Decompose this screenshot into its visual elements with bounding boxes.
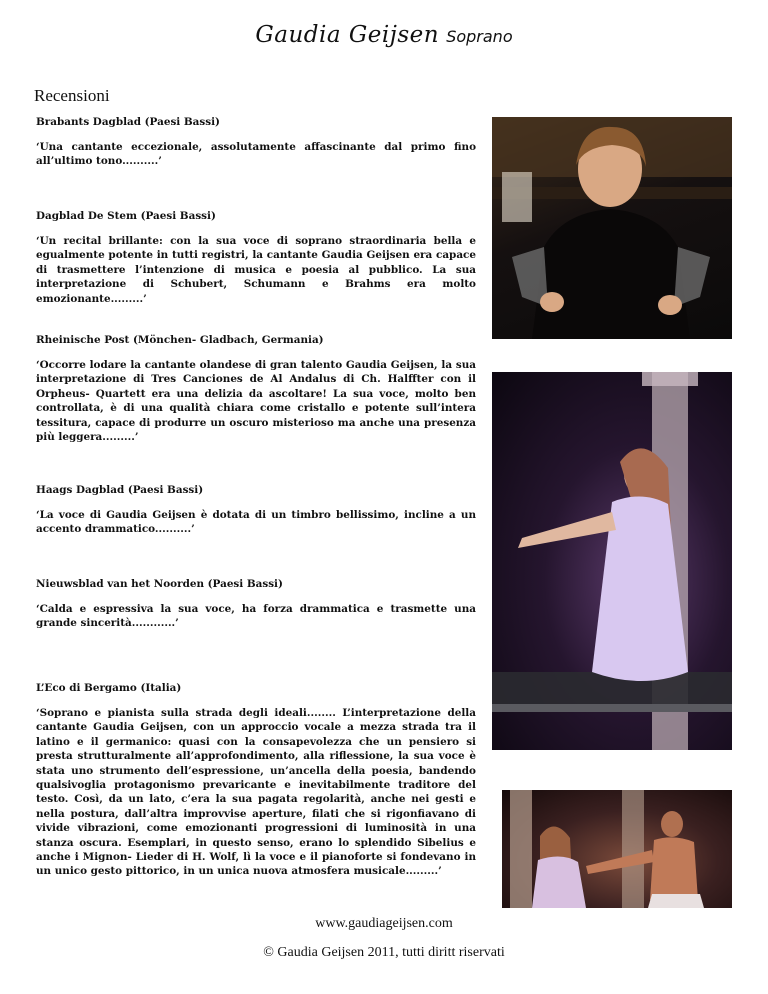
artist-name: Gaudia Geijsen (255, 22, 440, 48)
portrait-photo (492, 117, 732, 339)
review-item (36, 578, 476, 631)
duet-photo (502, 790, 732, 908)
section-title: Recensioni (34, 86, 110, 105)
review-source: L’Eco di Bergamo (Italia) (36, 682, 182, 694)
review-quote: ‘La voce di Gaudia Geijsen è dotata di un timbro bellissimo, incline a un accento drammatico..........’ (36, 509, 476, 536)
copyright-notice: © Gaudia Geijsen 2011, tutti diritt riservati (263, 945, 505, 960)
website-url: www.gaudiageijsen.com (315, 916, 453, 931)
review-source: Rheinische Post (Mönchen- Gladbach, Germania) (36, 334, 324, 346)
review-quote: ‘Calda e espressiva la sua voce, ha forza drammatica e trasmette una grande sincerità............’ (36, 603, 476, 630)
review-item (36, 334, 476, 444)
review-quote: ‘Un recital brillante: con la sua voce di soprano straordinaria bella e egualmente potente in tutti registri, la cantante Gaudia Geijsen era capace di trasmettere l’intenzione di musica e poesia al pubblico. La sua interpretazione di Schubert, Schumann e Brahms era molto emozionante.........’ (36, 235, 476, 305)
review-source: Brabants Dagblad (Paesi Bassi) (36, 116, 220, 128)
review-quote: ‘Una cantante eccezionale, assolutamente affascinante dal primo fino all’ultimo tono..........’ (36, 141, 476, 168)
review-item (36, 116, 476, 169)
page-header (0, 22, 768, 48)
review-item (36, 210, 476, 306)
review-item (36, 484, 476, 537)
stage-illustration (492, 372, 732, 750)
review-source: Nieuwsblad van het Noorden (Paesi Bassi) (36, 578, 283, 590)
artist-role: Soprano (446, 27, 513, 46)
review-item (36, 682, 476, 879)
portrait-illustration (492, 117, 732, 339)
review-quote: ‘Occorre lodare la cantante olandese di gran talento Gaudia Geijsen, la sua interpretazione di Tres Canciones de Al Andalus di Ch. Halffter con il Orpheus- Quartett era una delizia da ascoltare! La sua voce, molto ben controllata, è di una qualità chiara come cristallo e potente sull’intera tessitura, capace di produrre un oscuro misterioso ma anche una presenza più leggera.........’ (36, 359, 476, 444)
review-source: Haags Dagblad (Paesi Bassi) (36, 484, 204, 496)
review-quote: ‘Soprano e pianista sulla strada degli ideali........ L’interpretazione della cantante Gaudia Geijsen, con un approccio vocale a mezza strada tra il latino e il germanico: quasi con la consapevolezza che un pensiero si presta strutturalmente all’approfondimento, alla riflessione, la sua voce è stata uno strumento dell’espressione, un’ancella della poesia, bandendo qualsivoglia protagonismo prevaricante e inevitabilmente traditore del testo. Così, da un lato, c’era la sua pagata regolarità, anche nei gesti e nella postura, dall’altra improvvise aperture, filati che si rigonfiavano di vivide vibrazioni, come emozionanti progressioni di luminosità in una stanza oscura. Esemplari, in questo senso, erano lo splendido Sibelius e anche i Mignon- Lieder di H. Wolf, lì la voce e il pianoforte si fondevano in un unico gesto pittorico, in un unica nuova atmosfera musicale.........’ (36, 707, 476, 878)
review-source: Dagblad De Stem (Paesi Bassi) (36, 210, 216, 222)
stage-photo (492, 372, 732, 750)
duet-illustration (502, 790, 732, 908)
